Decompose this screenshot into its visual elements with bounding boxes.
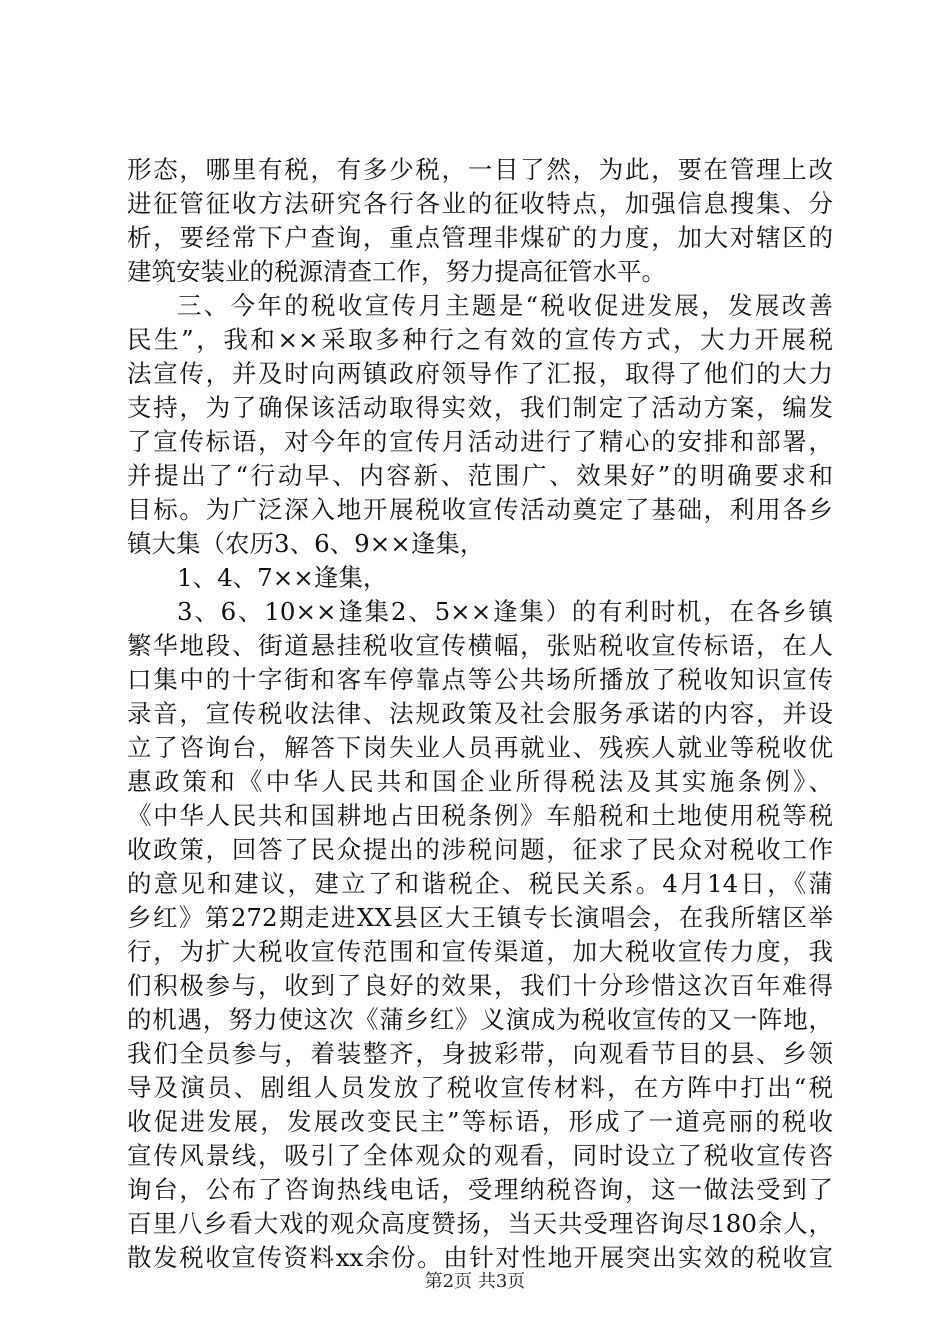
text-line: 的机遇，努力使这次《蒲乡红》义演成为税收宣传的又一阵地，: [127, 1005, 833, 1034]
text-line: 录音，宣传税收法律、法规政策及社会服务承诺的内容，并设: [127, 699, 833, 728]
text-line: 口集中的十字街和客车停靠点等公共场所播放了税收知识宣传: [127, 665, 833, 694]
paragraph-start-line: 三、今年的税收宣传月主题是“税收促进发展，发展改善: [177, 291, 833, 320]
text-line: 法宣传，并及时向两镇政府领导作了汇报，取得了他们的大力: [127, 359, 833, 388]
document-body: [127, 153, 833, 1275]
text-line: 的意见和建议，建立了和谐税企、税民关系。4月14日，《蒲: [127, 869, 833, 898]
text-line: 形态，哪里有税，有多少税，一目了然，为此，要在管理上改: [127, 155, 833, 184]
text-line: 我们全员参与，着装整齐，身披彩带，向观看节目的县、乡领: [127, 1039, 833, 1068]
text-line: 散发税收宣传资料xx余份。由针对性地开展突出实效的税收宣: [127, 1243, 833, 1272]
text-line: 了宣传标语，对今年的宣传月活动进行了精心的安排和部署，: [127, 427, 833, 456]
text-line: 镇大集（农历3、6、9××逢集，: [127, 529, 485, 558]
text-line: 百里八乡看大戏的观众高度赞扬，当天共受理咨询尽180余人，: [127, 1209, 833, 1238]
text-line: 收政策，回答了民众提出的涉税问题，征求了民众对税收工作: [127, 835, 833, 864]
text-line: 支持，为了确保该活动取得实效，我们制定了活动方案，编发: [127, 393, 833, 422]
page-number-label: 第2页 共3页: [424, 1271, 526, 1292]
text-line: 民生”，我和××采取多种行之有效的宣传方式，大力开展税: [127, 325, 833, 354]
text-line: 宣传风景线，吸引了全体观众的观看，同时设立了税收宣传咨: [127, 1141, 833, 1170]
text-line: 收促进发展，发展改变民主”等标语，形成了一道亮丽的税收: [127, 1107, 833, 1136]
text-line: 析，要经常下户查询，重点管理非煤矿的力度，加大对辖区的: [127, 223, 833, 252]
text-line: 行，为扩大税收宣传范围和宣传渠道，加大税收宣传力度，我: [127, 937, 833, 966]
text-line: 乡红》第272期走进XX县区大王镇专长演唱会，在我所辖区举: [127, 903, 833, 932]
text-line: 目标。为广泛深入地开展税收宣传活动奠定了基础，利用各乡: [127, 495, 833, 524]
text-line: 惠政策和《中华人民共和国企业所得税法及其实施条例》、: [127, 767, 833, 796]
page-footer: [0, 1270, 950, 1294]
text-line: 繁华地段、街道悬挂税收宣传横幅，张贴税收宣传标语，在人: [127, 631, 833, 660]
paragraph-start-line: 1、4、7××逢集，: [177, 563, 388, 592]
text-line: 并提出了“行动早、内容新、范围广、效果好”的明确要求和: [127, 461, 833, 490]
text-line: 进征管征收方法研究各行各业的征收特点，加强信息搜集、分: [127, 189, 833, 218]
text-line: 们积极参与，收到了良好的效果，我们十分珍惜这次百年难得: [127, 971, 833, 1000]
text-line: 立了咨询台，解答下岗失业人员再就业、残疾人就业等税收优: [127, 733, 833, 762]
text-line: 建筑安装业的税源清查工作，努力提高征管水平。: [127, 257, 666, 286]
text-line: 询台，公布了咨询热线电话，受理纳税咨询，这一做法受到了: [127, 1175, 833, 1204]
text-line: 导及演员、剧组人员发放了税收宣传材料，在方阵中打出“税: [127, 1073, 833, 1102]
text-line: 《中华人民共和国耕地占田税条例》车船税和土地使用税等税: [127, 801, 833, 830]
paragraph-start-line: 3、6、10××逢集2、5××逢集）的有利时机，在各乡镇: [177, 597, 833, 626]
